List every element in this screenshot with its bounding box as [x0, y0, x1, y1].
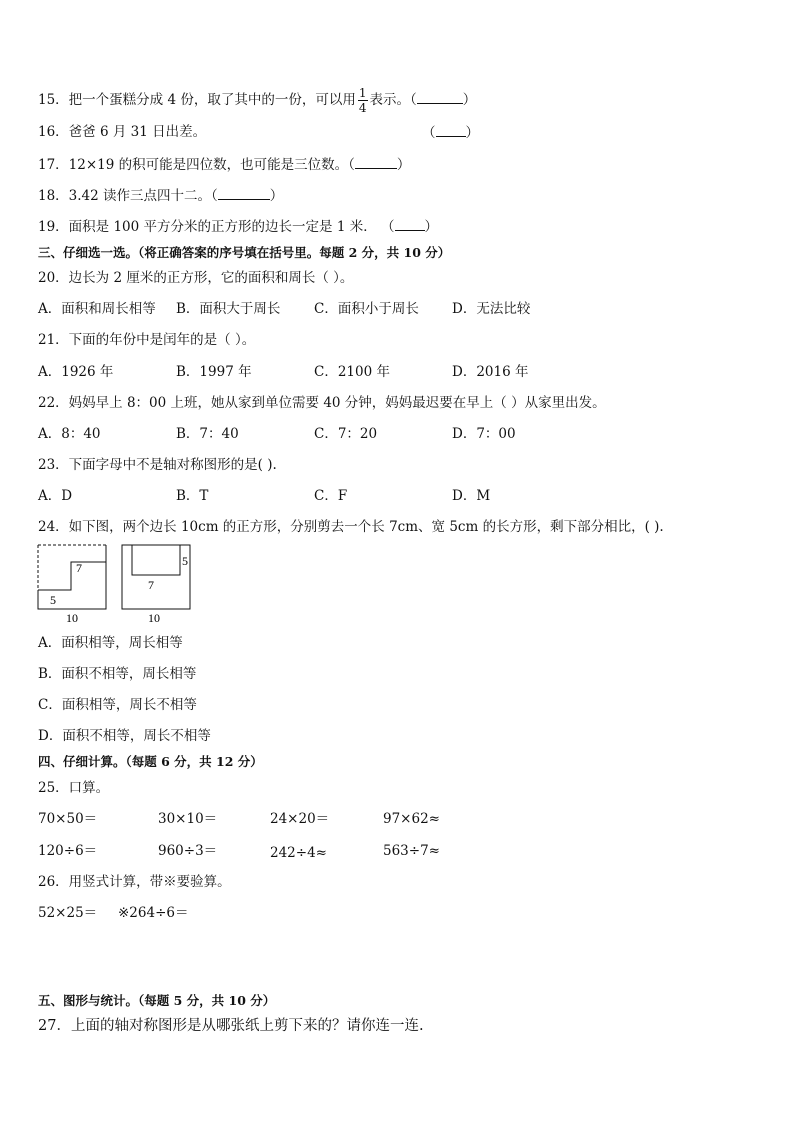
option-d[interactable]: D．7：00: [452, 426, 516, 442]
question-27: 27．上面的轴对称图形是从哪张纸上剪下来的？请你连一连.: [38, 1018, 424, 1034]
calc-item: 960÷3＝: [158, 843, 218, 859]
figure-2: [122, 545, 190, 625]
question-17: 17．12×19 的积可能是四位数，也可能是三位数。（ ）: [38, 154, 410, 175]
question-26: 26．用竖式计算，带※要验算。: [38, 874, 231, 890]
calc-item: 242÷4≈: [270, 845, 327, 861]
option-c[interactable]: C．F: [314, 488, 348, 504]
fraction-one-quarter: $\frac{1}{4}$: [358, 86, 367, 115]
option-d[interactable]: D．M: [452, 488, 491, 504]
outer-edge: [38, 545, 106, 609]
option-d[interactable]: D．无法比较: [452, 301, 531, 317]
calc-item: 70×50＝: [38, 811, 98, 827]
label-5: 5: [182, 554, 188, 568]
calc-item: 97×62≈: [383, 811, 440, 827]
answer-blank[interactable]: [395, 216, 425, 231]
question-25: 25．口算。: [38, 780, 110, 796]
section-4-heading: 四、仔细计算。（每题 6 分，共 12 分）: [38, 754, 263, 769]
option-a[interactable]: A．面积相等，周长相等: [38, 635, 183, 651]
option-c[interactable]: C．2100 年: [314, 364, 390, 380]
option-a[interactable]: A．面积和周长相等: [38, 301, 156, 317]
answer-blank[interactable]: [355, 154, 397, 169]
option-b[interactable]: B．T: [176, 488, 209, 504]
option-a[interactable]: A．D: [38, 488, 73, 504]
option-d[interactable]: D．面积不相等，周长不相等: [38, 728, 211, 744]
option-b[interactable]: B．面积不相等，周长相等: [38, 666, 197, 682]
calc-item: 24×20＝: [270, 811, 330, 827]
calc-item: ※264÷6＝: [118, 905, 189, 921]
calc-item: 563÷7≈: [383, 843, 440, 859]
question-18: 18．3.42 读作三点四十二。（ ）: [38, 185, 283, 206]
option-a[interactable]: A．8：40: [38, 426, 101, 442]
question-16: 16．爸爸 6 月 31 日出差。: [38, 124, 207, 140]
section-3-heading: 三、仔细选一选。（将正确答案的序号填在括号里。每题 2 分，共 10 分）: [38, 245, 451, 260]
question-19: 19．面积是 100 平方分米的正方形的边长一定是 1 米． （ ）: [38, 216, 438, 237]
calc-item: 52×25＝: [38, 905, 98, 921]
inner-edge: [38, 562, 106, 590]
option-c[interactable]: C．面积相等，周长不相等: [38, 697, 197, 713]
option-a[interactable]: A．1926 年: [38, 364, 114, 380]
cut-edge: [132, 545, 180, 575]
option-d[interactable]: D．2016 年: [452, 364, 529, 380]
answer-blank[interactable]: [417, 89, 463, 104]
option-c[interactable]: C．7：20: [314, 426, 378, 442]
answer-blank[interactable]: [436, 122, 466, 137]
question-24: 24．如下图，两个边长 10cm 的正方形，分别剪去一个长 7cm、宽 5cm 的长方形，剩下部分相比，( ).: [38, 519, 664, 535]
section-5-heading: 五、图形与统计。（每题 5 分，共 10 分）: [38, 993, 276, 1008]
question-20: 20．边长为 2 厘米的正方形，它的面积和周长（ ）。: [38, 270, 354, 286]
figure-1: [38, 545, 106, 625]
square-figures: [36, 542, 206, 626]
question-22: 22．妈妈早上 8：00 上班，她从家到单位需要 40 分钟，妈妈最迟要在早上（ ）从家里出发。: [38, 395, 606, 411]
option-b[interactable]: B．面积大于周长: [176, 301, 281, 317]
calc-item: 30×10＝: [158, 811, 218, 827]
question-16-answer: （ ）: [422, 122, 479, 143]
question-15: 15．把一个蛋糕分成 4 份，取了其中的一份，可以用 $\frac{1}{4}$ 表示。（ ）: [38, 86, 477, 115]
label-7: 7: [148, 578, 154, 592]
option-b[interactable]: B．1997 年: [176, 364, 252, 380]
answer-blank[interactable]: [218, 185, 270, 200]
calc-item: 120÷6＝: [38, 843, 98, 859]
label-10: 10: [66, 611, 78, 625]
option-c[interactable]: C．面积小于周长: [314, 301, 419, 317]
question-21: 21．下面的年份中是闰年的是（ ）。: [38, 332, 256, 348]
label-5: 5: [50, 593, 56, 607]
label-10: 10: [148, 611, 160, 625]
question-23: 23．下面字母中不是轴对称图形的是( ).: [38, 457, 277, 473]
option-b[interactable]: B．7：40: [176, 426, 239, 442]
label-7: 7: [76, 561, 82, 575]
